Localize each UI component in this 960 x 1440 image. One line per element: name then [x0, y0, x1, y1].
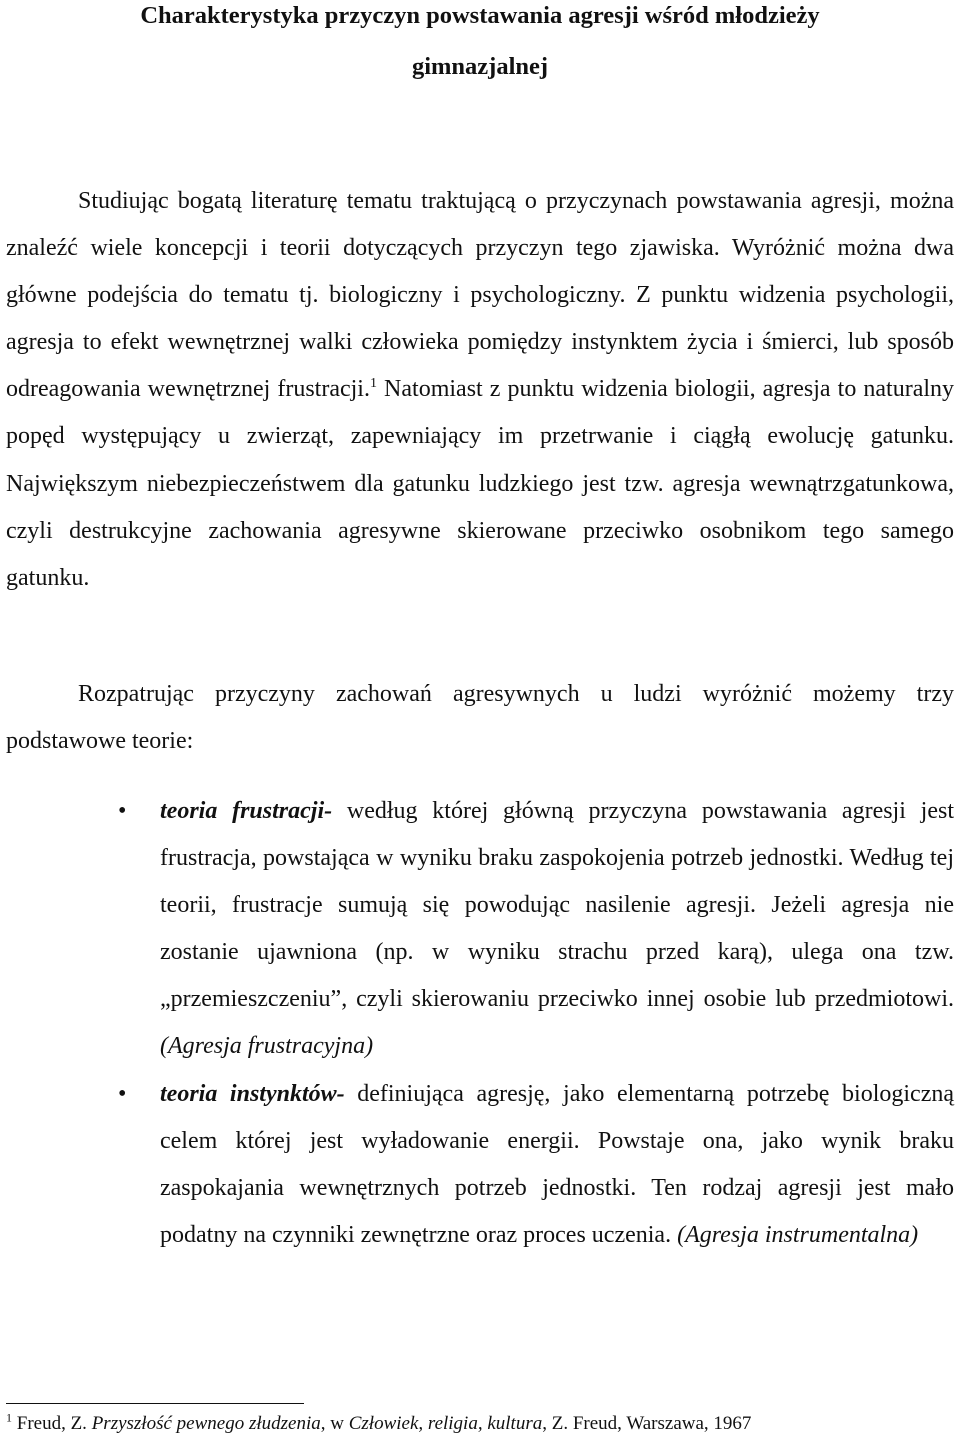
list-item — [6, 1071, 954, 1259]
footnote-publication: , Z. Freud, Warszawa, 1967 — [542, 1413, 752, 1434]
theory-tag: (Agresja instrumentalna) — [677, 1221, 919, 1248]
intro-paragraph-text: Studiując bogatą literaturę tematu traktującą o przyczynach powstawania agresji, można znaleźć wiele koncepcji i teorii dotyczących przyczyn tego zjawiska. Wyróżnić można dwa główne podejścia do tematu tj. biologiczny i psychologiczny. Z punktu widzenia psychologii, agresja to efekt wewnętrznej walki człowieka pomiędzy instynktem życia i śmierci, lub sposób odreagowania wewnętrznej frustracji. — [6, 188, 954, 403]
footnote-author: Freud, Z. — [12, 1413, 92, 1434]
footnote-work-title: Przyszłość pewnego złudzenia — [91, 1413, 321, 1434]
theory-description: definiująca agresję, jako elementarną potrzebę biologiczną celem której jest wyładowanie energii. Powstaje ona, jako wynik braku zaspokajania wewnętrznych potrzeb jednostki. Ten rodzaj agresji jest mało podatny na czynniki zewnętrzne oraz proces uczenia. — [160, 1080, 955, 1248]
theory-term: teoria frustracji- — [160, 798, 333, 824]
title-line-1: Charakterystyka przyczyn powstawania agresji wśród młodzieży — [140, 2, 820, 29]
footnote-divider — [6, 1403, 304, 1404]
footnote-collection-title: Człowiek, religia, kultura — [348, 1413, 543, 1434]
bullet-icon: • — [118, 1080, 127, 1107]
footnote-in: , w — [320, 1413, 349, 1434]
footnote-reference: 1 — [369, 376, 377, 392]
list-item — [6, 788, 954, 1071]
document-title — [6, 0, 954, 83]
title-line-2: gimnazjalnej — [411, 53, 549, 80]
theories-intro-text: Rozpatrując przyczyny zachowań agresywnych u ludzi wyróżnić możemy trzy podstawowe teorie: — [6, 681, 954, 755]
footnote — [6, 1410, 954, 1435]
bullet-icon: • — [118, 798, 127, 824]
footnote-number: 1 — [6, 1410, 12, 1425]
theory-description: według której główną przyczyna powstawania agresji jest frustracja, powstająca w wyniku braku zaspokojenia potrzeb jednostki. Według tej teorii, frustracje sumują się powodując nasilenie agresji. Jeżeli agresja nie zostanie ujawniona (np. w wyniku strachu przed karą), ulega ona tzw. „przemieszczeniu”, czyli skierowaniu przeciwko innej osobie lub przedmiotowi. — [160, 798, 954, 1013]
intro-paragraph-text-2: Natomiast z punktu widzenia biologii, agresja to naturalny popęd występujący u zwierząt, zapewniający im przetrwanie i ciągłą ewolucję gatunku. Największym niebezpieczeństwem dla gatunku ludzkiego jest tzw. agresja wewnątrzgatunkowa, czyli destrukcyjne zachowania agresywne skierowane przeciwko osobnikom tego samego gatunku. — [6, 376, 955, 591]
theory-tag: (Agresja frustracyjna) — [160, 1033, 374, 1060]
document-page — [6, 0, 955, 1434]
theory-term: teoria instynktów- — [160, 1080, 345, 1107]
intro-paragraph — [6, 178, 954, 602]
theories-intro-paragraph — [6, 671, 954, 765]
theories-list — [6, 788, 954, 1259]
